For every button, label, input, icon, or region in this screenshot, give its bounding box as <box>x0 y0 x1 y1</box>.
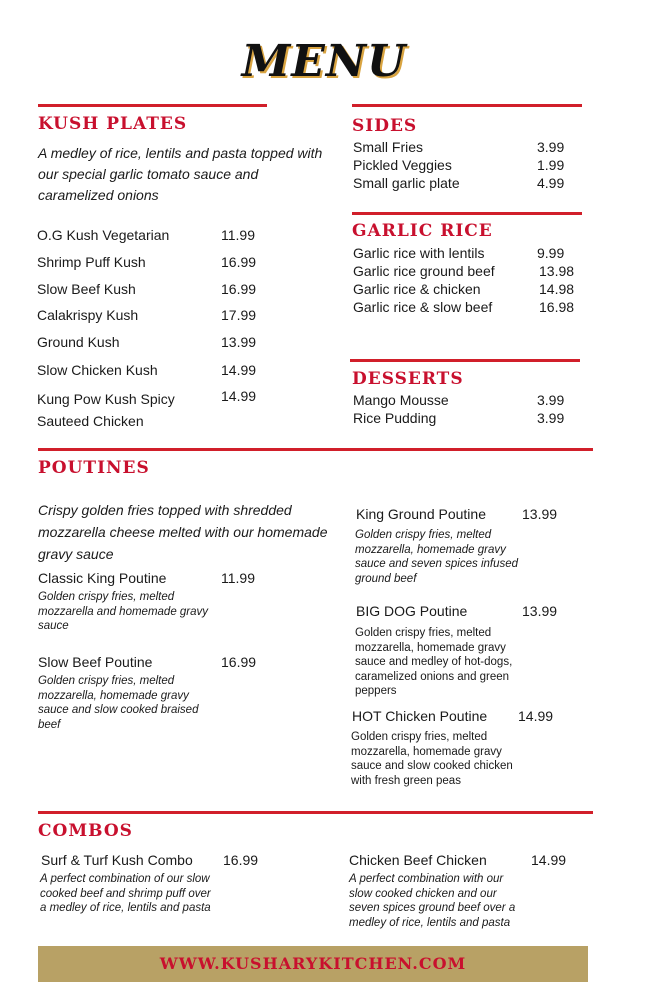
item-description: Golden crispy fries, melted mozzarella and homemade gravy sauce <box>38 591 209 632</box>
item-name: Garlic rice & slow beef <box>353 299 493 315</box>
item-price: 14.98 <box>539 281 575 297</box>
menu-item <box>353 175 583 193</box>
menu-item <box>37 307 297 325</box>
item-price: 14.99 <box>518 708 554 724</box>
item-price: 13.98 <box>539 263 575 279</box>
item-name: Garlic rice with lentils <box>353 245 485 261</box>
item-name: Garlic rice ground beef <box>353 263 495 279</box>
item-price: 14.99 <box>531 852 567 868</box>
menu-item <box>356 603 596 621</box>
combos-rule <box>38 811 593 814</box>
menu-item <box>352 708 592 726</box>
item-name: Pickled Veggies <box>353 157 452 173</box>
item-name: Slow Beef Kush <box>37 281 136 297</box>
garlic-heading: GARLIC RICE <box>352 221 493 241</box>
item-name: Ground Kush <box>37 334 120 350</box>
menu-item <box>41 852 281 870</box>
menu-item <box>37 254 297 272</box>
poutines-heading: POUTINES <box>38 458 150 478</box>
item-price: 17.99 <box>221 307 257 323</box>
garlic-rule <box>352 212 582 215</box>
item-name: BIG DOG Poutine <box>356 603 468 619</box>
item-description: A perfect combination with our slow cooked chicken and our seven spices ground beef over a medley of rice, lentils and pasta <box>349 873 516 929</box>
menu-item <box>37 362 297 380</box>
item-price: 1.99 <box>537 157 565 173</box>
item-description: Golden crispy fries, melted mozzarella, homemade gravy sauce and medley of hot-dogs, caramelized onions and green peppers <box>355 627 513 697</box>
item-name: Mango Mousse <box>353 392 449 408</box>
item-description: A perfect combination of our slow cooked beef and shrimp puff over a medley of rice, lentils and pasta <box>40 873 211 914</box>
item-name: Slow Chicken Kush <box>37 362 158 378</box>
sides-heading: SIDES <box>352 116 418 136</box>
item-price: 16.99 <box>223 852 259 868</box>
menu-item <box>353 410 583 428</box>
menu-item <box>353 392 583 410</box>
menu-item <box>353 263 583 281</box>
item-price: 3.99 <box>537 392 565 408</box>
item-price: 14.99 <box>221 388 257 404</box>
menu-item <box>353 281 583 299</box>
desserts-heading: DESSERTS <box>352 369 464 389</box>
menu-title: MENU <box>241 36 407 87</box>
menu-item <box>353 245 583 263</box>
item-price: 3.99 <box>537 139 565 155</box>
item-price: 13.99 <box>221 334 257 350</box>
menu-item <box>37 334 297 352</box>
item-name: O.G Kush Vegetarian <box>37 227 170 243</box>
item-name: King Ground Poutine <box>356 506 486 522</box>
menu-item <box>353 299 583 317</box>
menu-item <box>38 654 298 672</box>
item-name: Classic King Poutine <box>38 570 167 586</box>
menu-item <box>356 506 596 524</box>
item-price: 16.99 <box>221 654 257 670</box>
kush-intro: A medley of rice, lentils and pasta topped with our special garlic tomato sauce and caramelized onions <box>38 145 323 203</box>
menu-item <box>353 139 583 157</box>
website-link[interactable]: WWW.KUSHARYKITCHEN.COM <box>159 954 467 973</box>
item-name: Small garlic plate <box>353 175 460 191</box>
menu-item <box>353 157 583 175</box>
item-price: 16.98 <box>539 299 575 315</box>
item-price: 3.99 <box>537 410 565 426</box>
sides-rule <box>352 104 582 107</box>
item-price: 13.99 <box>522 506 558 522</box>
desserts-rule <box>350 359 580 362</box>
item-price: 9.99 <box>537 245 565 261</box>
item-name: Calakrispy Kush <box>37 307 139 323</box>
item-price: 16.99 <box>221 281 257 297</box>
footer-banner <box>38 946 588 982</box>
item-price: 14.99 <box>221 362 257 378</box>
item-name: Small Fries <box>353 139 424 155</box>
item-name: Chicken Beef Chicken <box>349 852 487 868</box>
menu-item <box>37 281 297 299</box>
combos-heading: COMBOS <box>38 821 133 841</box>
item-price: 11.99 <box>221 570 255 586</box>
item-name: HOT Chicken Poutine <box>352 708 488 724</box>
menu-item <box>37 388 297 430</box>
item-price: 16.99 <box>221 254 257 270</box>
menu-item <box>349 852 589 870</box>
item-description: Golden crispy fries, melted mozzarella, homemade gravy sauce and slow cooked braised beef <box>38 675 199 731</box>
item-name: Slow Beef Poutine <box>38 654 153 670</box>
item-price: 4.99 <box>537 175 565 191</box>
item-description: Golden crispy fries, melted mozzarella, homemade gravy sauce and seven spices infused ground beef <box>355 529 519 585</box>
item-name: Surf & Turf Kush Combo <box>41 852 193 868</box>
item-price: 13.99 <box>522 603 558 619</box>
item-price: 11.99 <box>221 227 255 243</box>
poutines-intro: Crispy golden fries topped with shredded mozzarella cheese melted with our homemade gravy sauce <box>38 502 328 562</box>
item-name: Kung Pow Kush Spicy Sauteed Chicken <box>37 391 175 429</box>
item-name: Garlic rice & chicken <box>353 281 481 297</box>
item-name: Shrimp Puff Kush <box>37 254 146 270</box>
menu-item <box>37 227 297 245</box>
kush-rule <box>38 104 267 107</box>
kush-heading: KUSH PLATES <box>38 114 188 134</box>
item-description: Golden crispy fries, melted mozzarella, homemade gravy sauce and slow cooked chicken with fresh green peas <box>351 731 513 787</box>
item-name: Rice Pudding <box>353 410 437 426</box>
menu-item <box>38 570 298 588</box>
poutines-rule <box>38 448 593 451</box>
